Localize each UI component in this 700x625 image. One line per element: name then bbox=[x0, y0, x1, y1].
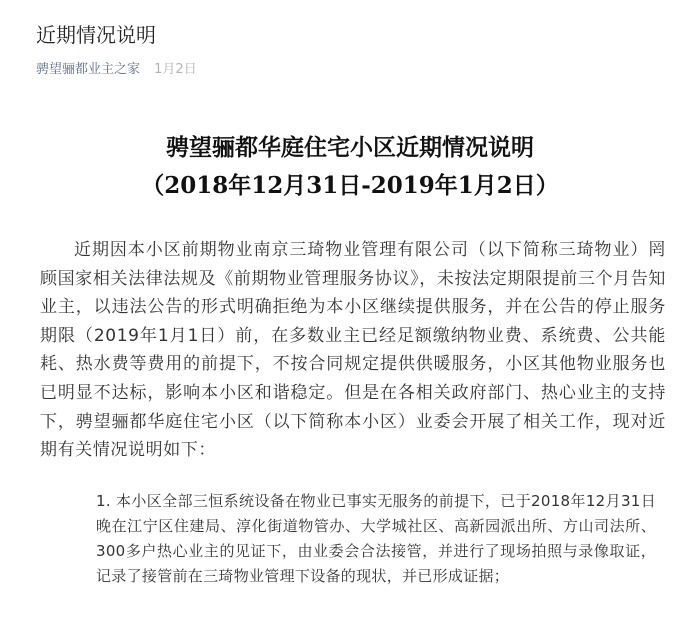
publish-date: 1月2日 bbox=[154, 62, 197, 77]
intro-paragraph: 近期因本小区前期物业南京三琦物业管理有限公司（以下简称三琦物业）罔顾国家相关法律法规及《前期物业管理服务协议》，未按法定期限提前三个月告知业主，以违法公告的形式明确拒绝为本小区继续提供服务，并在公告的停止服务期限（2019年1月1日）前，在多数业主已经足额缴纳物业费、系统费、公共能耗、热水费等费用的前提下，不按合同规定提供供暖服务，小区其他物业服务也已明显不达标，影响本小区和谐稳定。但是在各相关政府部门、热心业主的支持下，骋望骊都华庭住宅小区（以下简称本小区）业委会开展了相关工作，现对近期有关情况说明如下： bbox=[40, 240, 666, 461]
article-meta bbox=[36, 60, 197, 80]
document-title: 骋望骊都华庭住宅小区近期情况说明 bbox=[166, 134, 534, 161]
document-date-range: （2018年12月31日-2019年1月2日） bbox=[141, 172, 559, 199]
account-name-link[interactable]: 骋望骊都业主之家 bbox=[36, 62, 141, 77]
list-item-1: 1. 本小区全部三恒系统设备在物业已事实无服务的前提下，已于2018年12月31日晚在江宁区住建局、淳化街道物管办、大学城社区、高新园派出所、方山司法所、300多户热心业主的见证下，由业委会合法接管，并进行了现场拍照与录像取证，记录了接管前在三琦物业管理下设备的现状，并已形成证据； bbox=[96, 492, 656, 585]
article-title: 近期情况说明 bbox=[36, 23, 156, 47]
